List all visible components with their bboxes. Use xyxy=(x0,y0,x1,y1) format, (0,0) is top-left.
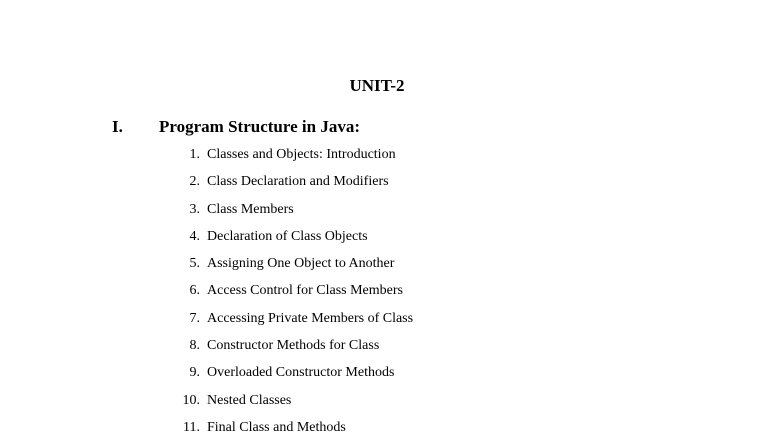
unit-title: UNIT-2 xyxy=(349,76,405,95)
topic-item xyxy=(0,282,784,309)
topic-item xyxy=(0,310,784,337)
topic-text: Accessing Private Members of Class xyxy=(207,310,414,326)
topic-number: 3. xyxy=(189,201,200,217)
topic-number: 6. xyxy=(189,283,200,299)
topic-number: 7. xyxy=(189,310,200,326)
topic-item xyxy=(0,173,784,200)
topic-text: Declaration of Class Objects xyxy=(207,228,368,244)
topic-item xyxy=(0,337,784,364)
topic-number: 2. xyxy=(189,174,200,190)
topic-text: Nested Classes xyxy=(207,392,292,408)
topic-item xyxy=(0,228,784,255)
topic-number: 10. xyxy=(182,392,200,408)
topic-item xyxy=(0,146,784,173)
topic-number: 9. xyxy=(189,365,200,381)
topic-text: Final Class and Methods xyxy=(207,419,346,435)
topic-number: 11. xyxy=(183,419,200,435)
topic-text: Constructor Methods for Class xyxy=(207,338,380,354)
topic-text: Class Declaration and Modifiers xyxy=(207,174,389,190)
topic-item xyxy=(0,364,784,391)
topic-list xyxy=(0,146,784,446)
topic-text: Class Members xyxy=(207,201,294,217)
topic-text: Overloaded Constructor Methods xyxy=(207,365,395,381)
topic-item xyxy=(0,419,784,446)
topic-text: Classes and Objects: Introduction xyxy=(207,147,396,162)
topic-number: 5. xyxy=(189,256,200,272)
topic-number: 8. xyxy=(189,338,200,354)
section-numeral: I. xyxy=(112,117,123,136)
topic-number: 4. xyxy=(189,228,200,244)
topic-item xyxy=(0,255,784,282)
topic-item xyxy=(0,392,784,419)
topic-text: Assigning One Object to Another xyxy=(207,256,395,272)
topic-item xyxy=(0,201,784,228)
topic-number: 1. xyxy=(189,147,200,162)
section-title: Program Structure in Java: xyxy=(159,117,360,136)
topic-text: Access Control for Class Members xyxy=(207,283,403,299)
section-heading xyxy=(0,117,784,137)
